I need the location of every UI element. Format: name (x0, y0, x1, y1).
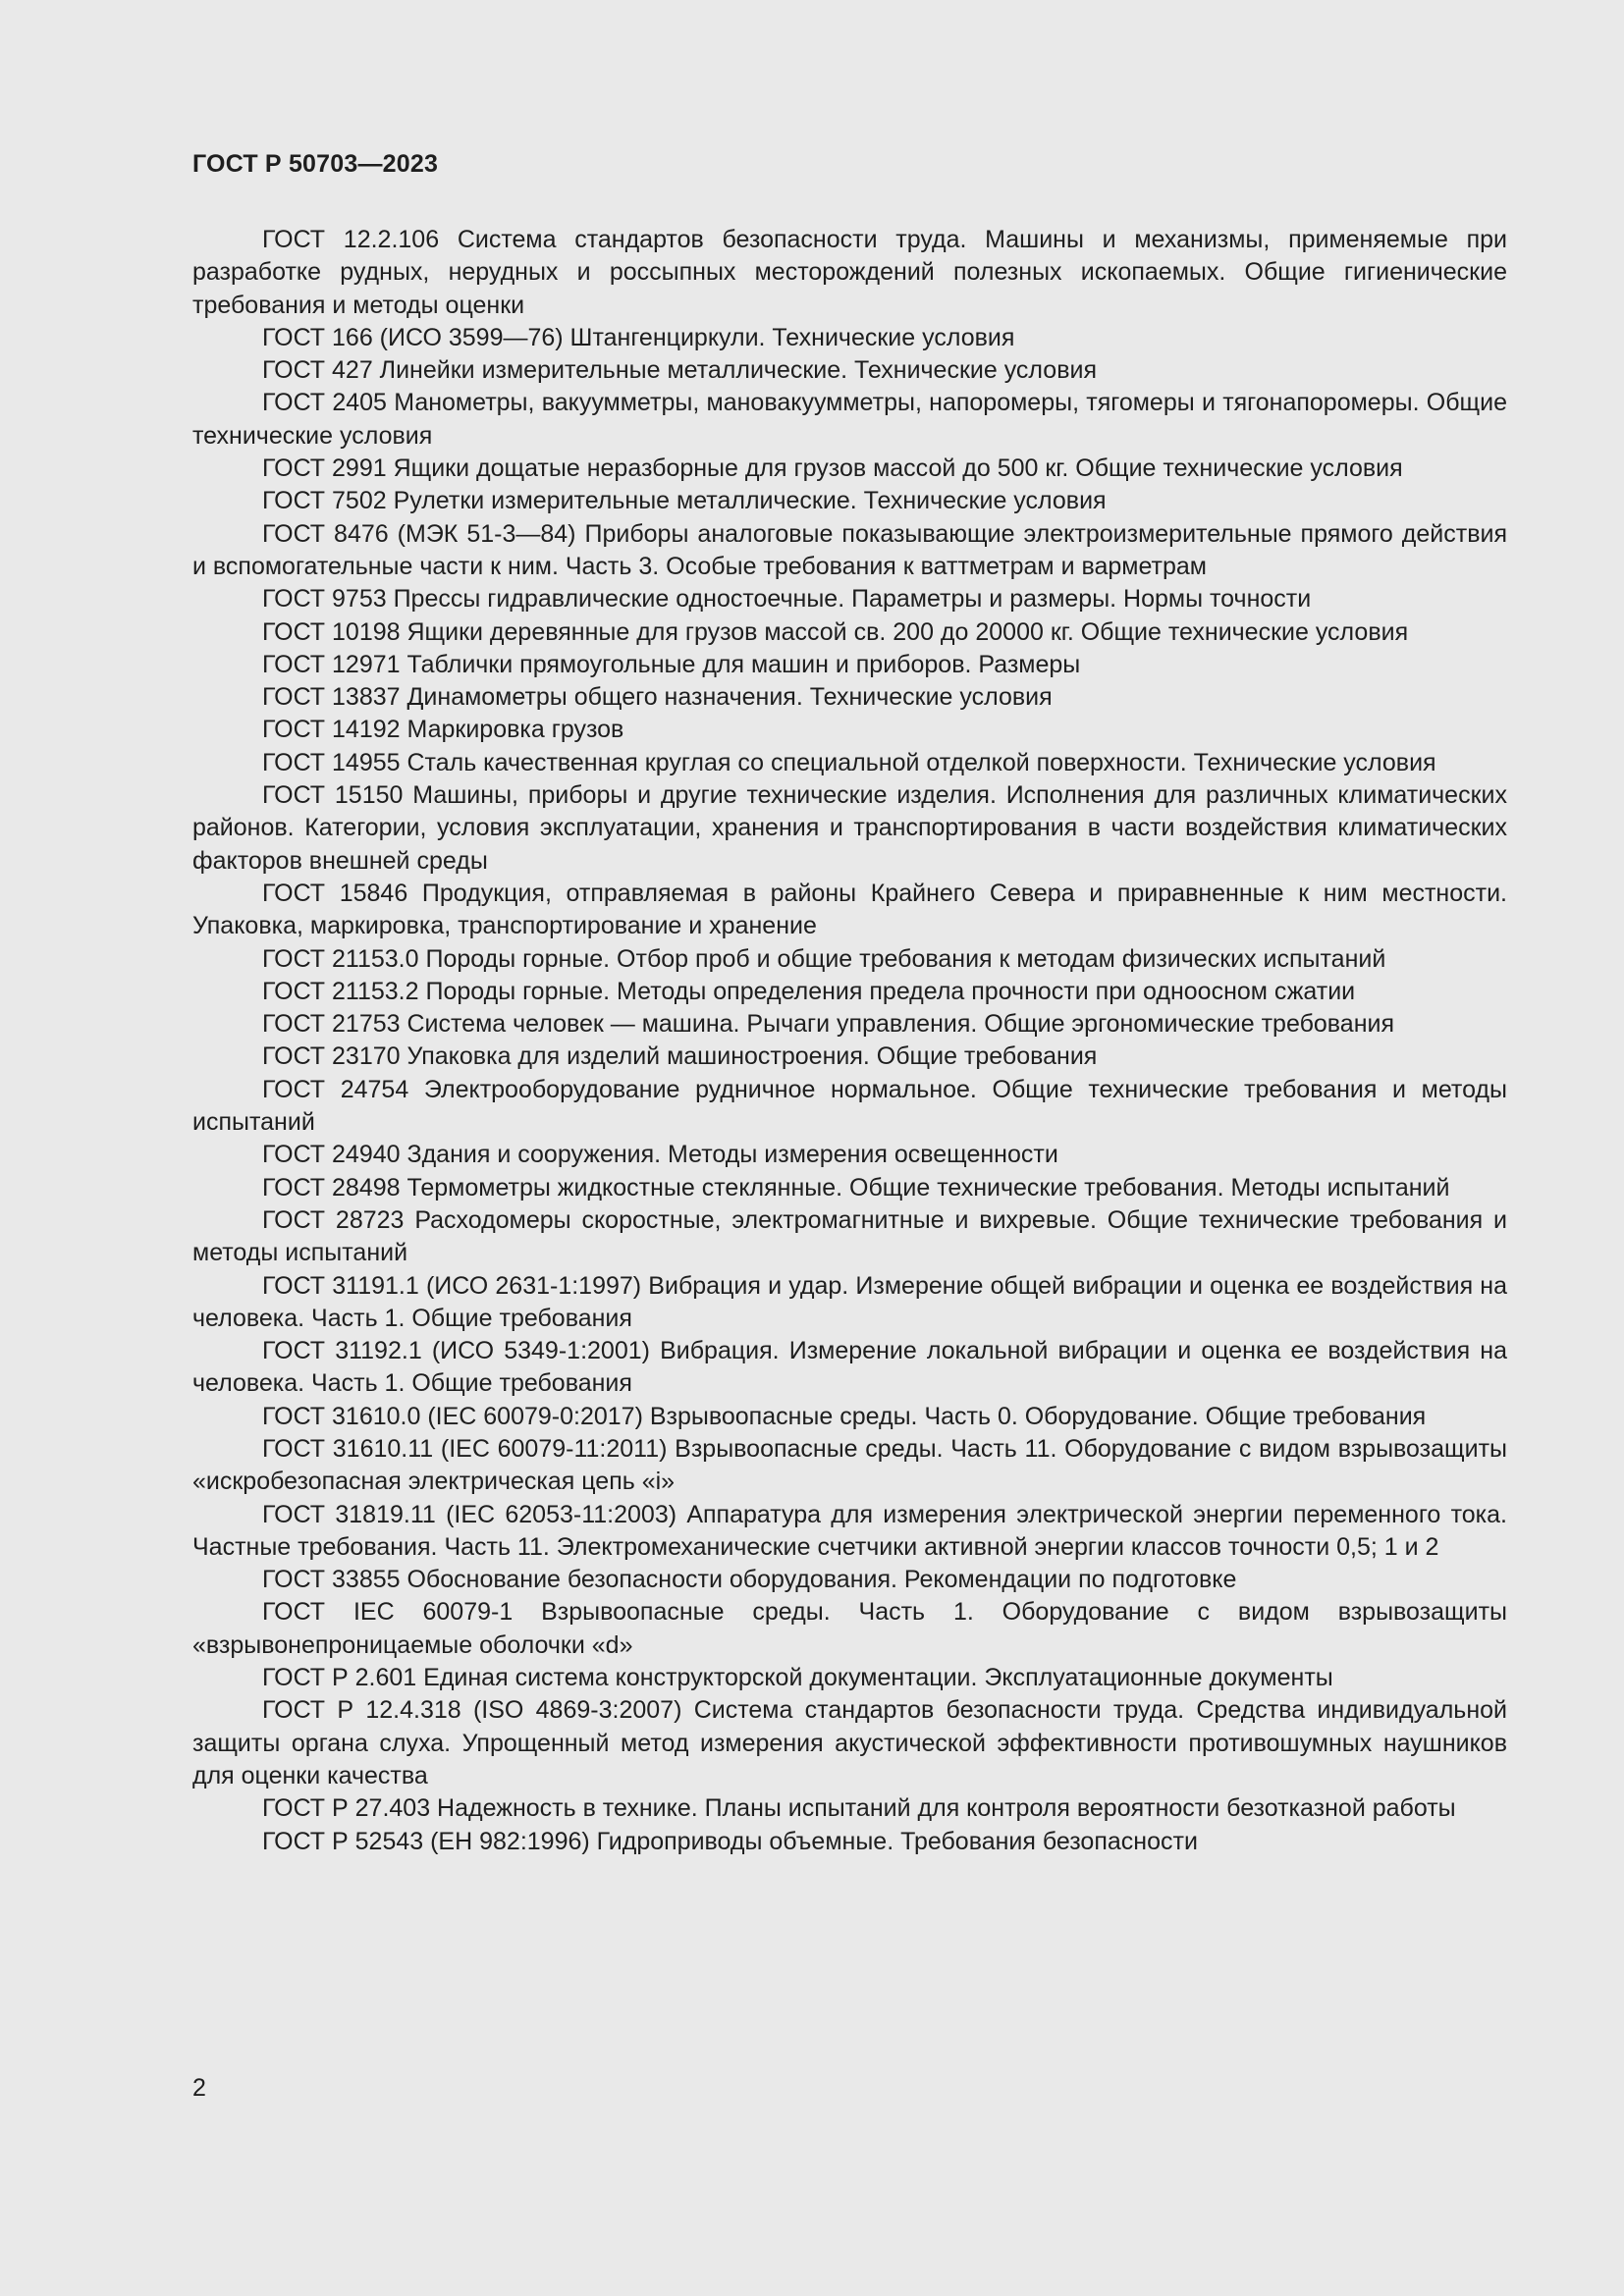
reference-item: ГОСТ 21753 Система человек — машина. Рычаги управления. Общие эргономические требования (262, 1010, 1395, 1039)
reference-item: ГОСТ Р 27.403 Надежность в технике. Планы испытаний для контроля вероятности безотказной работы (262, 1794, 1456, 1823)
reference-item: ГОСТ 28498 Термометры жидкостные стеклянные. Общие технические требования. Методы испытаний (262, 1173, 1450, 1201)
reference-item: ГОСТ 31610.11 (IEC 60079-11:2011) Взрывоопасные среды. Часть 11. Оборудование с видом взрывозащиты «искробезопасная электрическая цепь «i» (192, 1434, 1507, 1496)
page-number: 2 (192, 2074, 206, 2102)
reference-item: ГОСТ 12971 Таблички прямоугольные для машин и приборов. Размеры (262, 650, 1081, 678)
reference-item: ГОСТ 14192 Маркировка грузов (262, 716, 624, 744)
reference-item: ГОСТ 21153.0 Породы горные. Отбор проб и общие требования к методам физических испытаний (262, 944, 1386, 973)
reference-item: ГОСТ Р 12.4.318 (ISO 4869-3:2007) Система стандартов безопасности труда. Средства индивидуальной защиты органа слуха. Упрощенный метод измерения акустической эффективности противошумных наушников для оценки качества (192, 1696, 1507, 1789)
reference-item: ГОСТ 2991 Ящики дощатые неразборные для грузов массой до 500 кг. Общие технические условия (262, 454, 1403, 483)
reference-item: ГОСТ 15150 Машины, приборы и другие технические изделия. Исполнения для различных климатических районов. Категории, условия эксплуатации, хранения и транспортирования в части воздействия климатических факторов внешней среды (192, 781, 1507, 875)
reference-item: ГОСТ 427 Линейки измерительные металлические. Технические условия (262, 356, 1097, 385)
reference-item: ГОСТ 10198 Ящики деревянные для грузов массой св. 200 до 20000 кг. Общие технические условия (262, 617, 1409, 646)
reference-item: ГОСТ 31192.1 (ИСО 5349-1:2001) Вибрация. Измерение локальной вибрации и оценка ее воздействия на человека. Часть 1. Общие требования (192, 1337, 1507, 1398)
reference-item: ГОСТ 33855 Обоснование безопасности оборудования. Рекомендации по подготовке (262, 1566, 1237, 1594)
reference-item: ГОСТ 12.2.106 Система стандартов безопасности труда. Машины и механизмы, применяемые при разработке рудных, нерудных и россыпных месторождений полезных ископаемых. Общие гигиенические требования и методы оценки (192, 226, 1507, 319)
reference-item: ГОСТ 9753 Прессы гидравлические одностоечные. Параметры и размеры. Нормы точности (262, 585, 1312, 614)
reference-item: ГОСТ 21153.2 Породы горные. Методы определения предела прочности при одноосном сжатии (262, 977, 1356, 1005)
document-header: ГОСТ Р 50703—2023 (192, 150, 439, 178)
reference-item: ГОСТ 31191.1 (ИСО 2631-1:1997) Вибрация и удар. Измерение общей вибрации и оценка ее воздействия на человека. Часть 1. Общие требования (192, 1271, 1507, 1332)
reference-item: ГОСТ Р 2.601 Единая система конструкторской документации. Эксплуатационные документы (262, 1664, 1333, 1692)
reference-item: ГОСТ IEC 60079-1 Взрывоопасные среды. Часть 1. Оборудование с видом взрывозащиты «взрывонепроницаемые оболочки «d» (192, 1598, 1507, 1659)
reference-item: ГОСТ 14955 Сталь качественная круглая со специальной отделкой поверхности. Технические условия (262, 748, 1436, 776)
reference-item: ГОСТ 28723 Расходомеры скоростные, электромагнитные и вихревые. Общие технические требования и методы испытаний (192, 1205, 1507, 1267)
reference-item: ГОСТ Р 52543 (ЕН 982:1996) Гидроприводы объемные. Требования безопасности (262, 1827, 1198, 1855)
reference-item: ГОСТ 8476 (МЭК 51-3—84) Приборы аналоговые показывающие электроизмерительные прямого действия и вспомогательные части к ним. Часть 3. Особые требования к ваттметрам и варметрам (192, 519, 1507, 580)
reference-item: ГОСТ 7502 Рулетки измерительные металлические. Технические условия (262, 487, 1107, 515)
reference-item: ГОСТ 23170 Упаковка для изделий машиностроения. Общие требования (262, 1042, 1098, 1071)
reference-item: ГОСТ 31610.0 (IEC 60079-0:2017) Взрывоопасные среды. Часть 0. Оборудование. Общие требования (262, 1402, 1427, 1430)
reference-item: ГОСТ 15846 Продукция, отправляемая в районы Крайнего Севера и приравненные к ним местности. Упаковка, маркировка, транспортирование и хранение (192, 879, 1507, 940)
reference-item: ГОСТ 2405 Манометры, вакуумметры, мановакуумметры, напоромеры, тягомеры и тягонапоромеры. Общие технические условия (192, 389, 1507, 450)
reference-item: ГОСТ 24940 Здания и сооружения. Методы измерения освещенности (262, 1141, 1058, 1169)
normative-references-list (192, 224, 1507, 1858)
reference-item: ГОСТ 31819.11 (IEC 62053-11:2003) Аппаратура для измерения электрической энергии переменного тока. Частные требования. Часть 11. Электромеханические счетчики активной энергии классов точности 0,5; 1 и 2 (192, 1500, 1507, 1561)
reference-item: ГОСТ 24754 Электрооборудование рудничное нормальное. Общие технические требования и методы испытаний (192, 1075, 1507, 1137)
reference-item: ГОСТ 13837 Динамометры общего назначения. Технические условия (262, 683, 1053, 712)
reference-item: ГОСТ 166 (ИСО 3599—76) Штангенциркули. Технические условия (262, 323, 1015, 351)
